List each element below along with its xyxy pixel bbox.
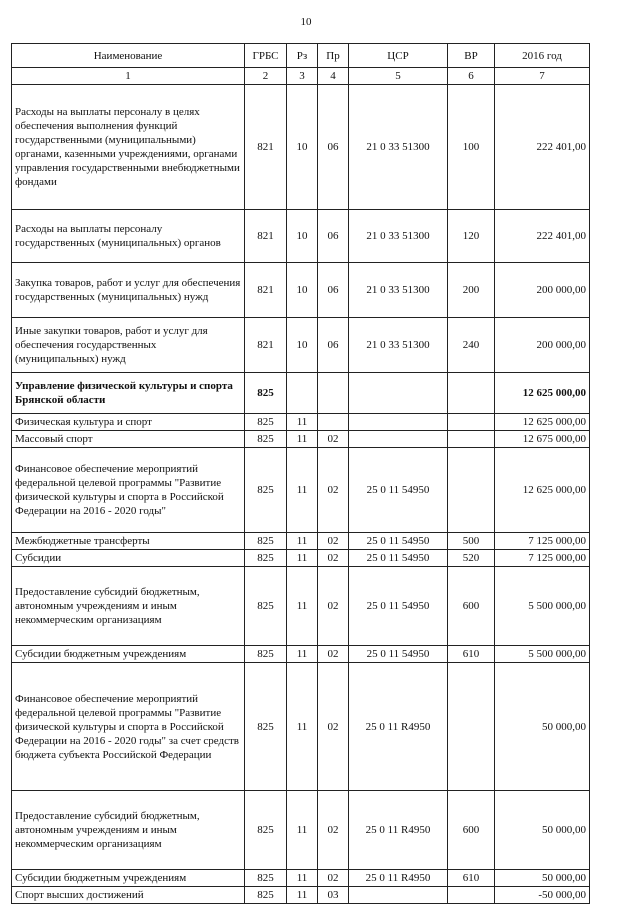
table-row (12, 567, 590, 646)
cell-csr (349, 373, 448, 414)
cell-name: Расходы на выплаты персоналу государственных (муниципальных) органов (12, 210, 245, 263)
table-row (12, 887, 590, 904)
cell-amount: -50 000,00 (495, 887, 590, 904)
header-amount: 2016 год (495, 44, 590, 68)
table-row (12, 210, 590, 263)
cell-pr: 06 (318, 85, 349, 210)
table-row (12, 870, 590, 887)
cell-amount: 200 000,00 (495, 263, 590, 318)
cell-csr: 25 0 11 54950 (349, 448, 448, 533)
cell-pr: 02 (318, 567, 349, 646)
header-name: Наименование (12, 44, 245, 68)
cell-pr (318, 414, 349, 431)
cell-pr: 06 (318, 263, 349, 318)
cell-name: Предоставление субсидий бюджетным, автономным учреждениям и иным некоммерческим организациям (12, 567, 245, 646)
cell-rz: 11 (287, 533, 318, 550)
cell-vr (448, 431, 495, 448)
table-row (12, 263, 590, 318)
table-header-row (12, 44, 590, 68)
cell-grbs: 825 (245, 870, 287, 887)
table-row (12, 533, 590, 550)
cell-pr: 06 (318, 318, 349, 373)
cell-pr: 03 (318, 887, 349, 904)
table-row (12, 431, 590, 448)
cell-amount: 7 125 000,00 (495, 533, 590, 550)
header-csr: ЦСР (349, 44, 448, 68)
cell-amount: 12 625 000,00 (495, 414, 590, 431)
cell-grbs: 825 (245, 414, 287, 431)
cell-rz: 11 (287, 791, 318, 870)
cell-grbs: 825 (245, 431, 287, 448)
cell-pr: 02 (318, 870, 349, 887)
cell-rz: 11 (287, 414, 318, 431)
cell-amount: 222 401,00 (495, 85, 590, 210)
cell-rz: 11 (287, 663, 318, 791)
cell-vr: 610 (448, 870, 495, 887)
cell-rz: 11 (287, 870, 318, 887)
cell-csr: 21 0 33 51300 (349, 85, 448, 210)
cell-name: Межбюджетные трансферты (12, 533, 245, 550)
cell-pr: 02 (318, 431, 349, 448)
cell-name: Расходы на выплаты персоналу в целях обеспечения выполнения функций государственными (муниципальными) органами, казенными учреждениями, органами управления государственными внебюджетными фондами (12, 85, 245, 210)
cell-amount: 5 500 000,00 (495, 567, 590, 646)
cell-amount: 12 625 000,00 (495, 448, 590, 533)
cell-grbs: 825 (245, 887, 287, 904)
cell-csr: 21 0 33 51300 (349, 210, 448, 263)
cell-name: Закупка товаров, работ и услуг для обеспечения государственных (муниципальных) нужд (12, 263, 245, 318)
cell-csr: 21 0 33 51300 (349, 263, 448, 318)
cell-csr (349, 431, 448, 448)
cell-name: Иные закупки товаров, работ и услуг для обеспечения государственных (муниципальных) нужд (12, 318, 245, 373)
cell-csr: 25 0 11 54950 (349, 533, 448, 550)
column-index: 3 (287, 68, 318, 85)
cell-pr: 02 (318, 550, 349, 567)
cell-name: Субсидии (12, 550, 245, 567)
cell-amount: 50 000,00 (495, 870, 590, 887)
cell-vr: 240 (448, 318, 495, 373)
column-index: 4 (318, 68, 349, 85)
cell-pr: 02 (318, 533, 349, 550)
cell-grbs: 825 (245, 646, 287, 663)
cell-vr: 500 (448, 533, 495, 550)
table-body (12, 85, 590, 904)
cell-vr: 520 (448, 550, 495, 567)
cell-name: Спорт высших достижений (12, 887, 245, 904)
cell-csr: 25 0 11 R4950 (349, 870, 448, 887)
cell-csr (349, 414, 448, 431)
column-index: 5 (349, 68, 448, 85)
cell-rz: 11 (287, 448, 318, 533)
page-number: 10 (300, 16, 312, 28)
cell-grbs: 825 (245, 373, 287, 414)
column-index: 2 (245, 68, 287, 85)
cell-pr (318, 373, 349, 414)
cell-csr: 25 0 11 R4950 (349, 663, 448, 791)
cell-grbs: 825 (245, 533, 287, 550)
cell-name: Физическая культура и спорт (12, 414, 245, 431)
cell-vr (448, 414, 495, 431)
cell-amount: 12 625 000,00 (495, 373, 590, 414)
cell-grbs: 821 (245, 318, 287, 373)
cell-grbs: 825 (245, 791, 287, 870)
cell-csr (349, 887, 448, 904)
cell-grbs: 825 (245, 567, 287, 646)
cell-rz: 11 (287, 550, 318, 567)
cell-vr (448, 448, 495, 533)
column-index: 1 (12, 68, 245, 85)
cell-grbs: 825 (245, 550, 287, 567)
cell-pr: 06 (318, 210, 349, 263)
cell-name: Финансовое обеспечение мероприятий федеральной целевой программы "Развитие физической культуры и спорта в Российской Федерации на 2016 - 2020 годы" за счет средств бюджета субъекта Российской Федерации (12, 663, 245, 791)
table-row (12, 646, 590, 663)
cell-rz: 11 (287, 646, 318, 663)
cell-rz: 10 (287, 318, 318, 373)
table-row (12, 373, 590, 414)
cell-amount: 222 401,00 (495, 210, 590, 263)
column-index: 6 (448, 68, 495, 85)
table-row (12, 318, 590, 373)
cell-vr: 100 (448, 85, 495, 210)
column-index: 7 (495, 68, 590, 85)
cell-grbs: 821 (245, 263, 287, 318)
cell-name: Массовый спорт (12, 431, 245, 448)
cell-name: Управление физической культуры и спорта Брянской области (12, 373, 245, 414)
cell-vr: 200 (448, 263, 495, 318)
cell-amount: 50 000,00 (495, 663, 590, 791)
header-grbs: ГРБС (245, 44, 287, 68)
cell-name: Финансовое обеспечение мероприятий федеральной целевой программы "Развитие физической культуры и спорта в Российской Федерации на 2016 - 2020 годы" (12, 448, 245, 533)
table-row (12, 791, 590, 870)
cell-amount: 50 000,00 (495, 791, 590, 870)
cell-amount: 5 500 000,00 (495, 646, 590, 663)
cell-amount: 7 125 000,00 (495, 550, 590, 567)
cell-amount: 12 675 000,00 (495, 431, 590, 448)
cell-vr: 610 (448, 646, 495, 663)
column-index-row (12, 68, 590, 85)
cell-csr: 25 0 11 54950 (349, 646, 448, 663)
table-row (12, 663, 590, 791)
cell-vr (448, 887, 495, 904)
cell-vr (448, 373, 495, 414)
cell-grbs: 825 (245, 663, 287, 791)
cell-pr: 02 (318, 448, 349, 533)
table-row (12, 448, 590, 533)
cell-pr: 02 (318, 646, 349, 663)
table-row (12, 85, 590, 210)
header-rz: Рз (287, 44, 318, 68)
cell-rz: 10 (287, 263, 318, 318)
cell-csr: 25 0 11 54950 (349, 567, 448, 646)
cell-grbs: 821 (245, 85, 287, 210)
cell-rz: 10 (287, 210, 318, 263)
cell-amount: 200 000,00 (495, 318, 590, 373)
cell-grbs: 825 (245, 448, 287, 533)
budget-table (11, 43, 590, 904)
cell-name: Субсидии бюджетным учреждениям (12, 646, 245, 663)
cell-csr: 21 0 33 51300 (349, 318, 448, 373)
table-row (12, 414, 590, 431)
cell-rz: 11 (287, 887, 318, 904)
cell-vr (448, 663, 495, 791)
cell-name: Предоставление субсидий бюджетным, автономным учреждениям и иным некоммерческим организациям (12, 791, 245, 870)
cell-rz (287, 373, 318, 414)
header-pr: Пр (318, 44, 349, 68)
cell-csr: 25 0 11 54950 (349, 550, 448, 567)
cell-grbs: 821 (245, 210, 287, 263)
table-row (12, 550, 590, 567)
cell-rz: 10 (287, 85, 318, 210)
cell-csr: 25 0 11 R4950 (349, 791, 448, 870)
cell-rz: 11 (287, 567, 318, 646)
cell-vr: 600 (448, 791, 495, 870)
cell-vr: 120 (448, 210, 495, 263)
cell-vr: 600 (448, 567, 495, 646)
cell-pr: 02 (318, 791, 349, 870)
cell-pr: 02 (318, 663, 349, 791)
cell-rz: 11 (287, 431, 318, 448)
header-vr: ВР (448, 44, 495, 68)
cell-name: Субсидии бюджетным учреждениям (12, 870, 245, 887)
